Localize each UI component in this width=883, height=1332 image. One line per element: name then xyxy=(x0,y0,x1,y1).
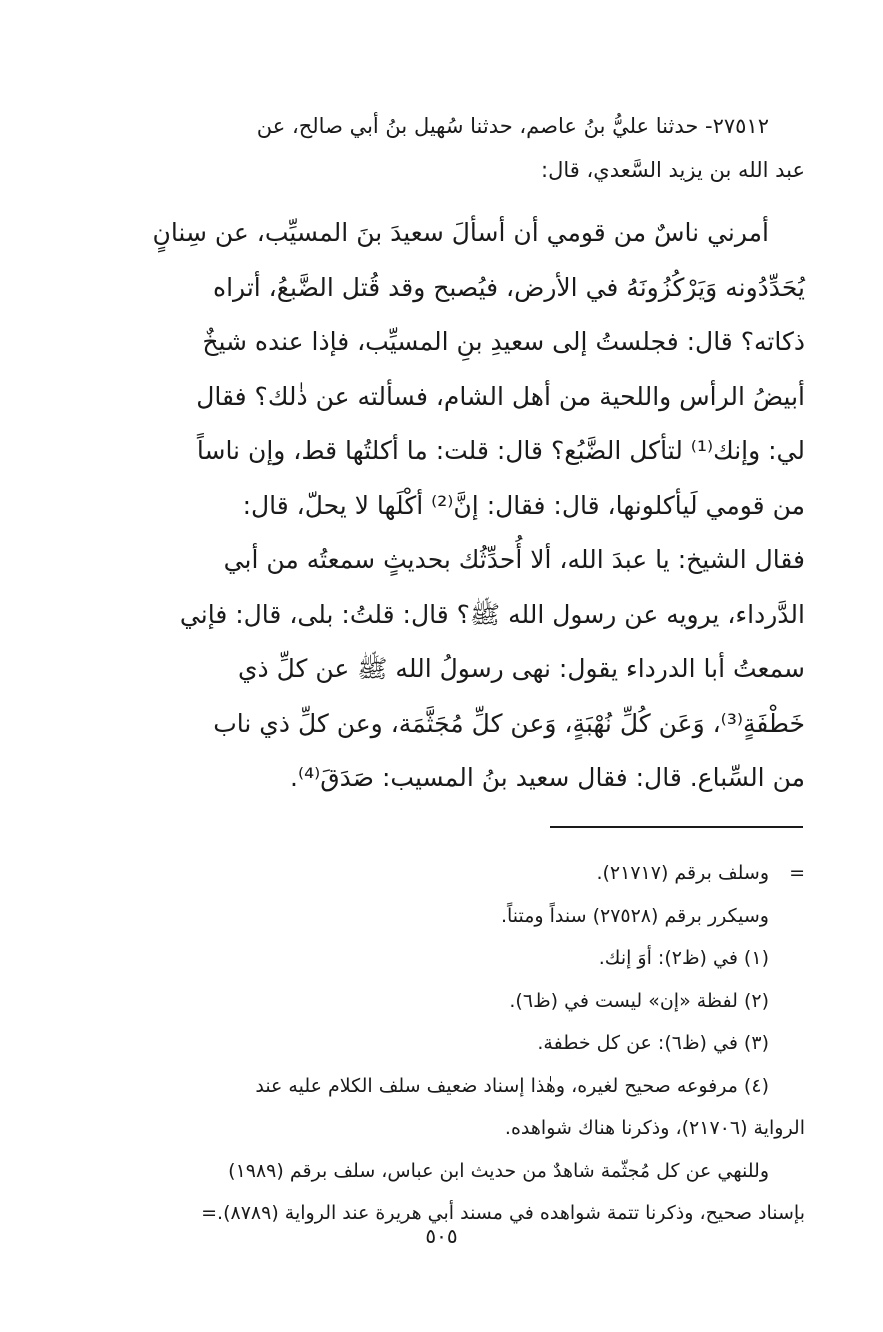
footnote-carryover-text: وسلف برقم (٢١٧١٧). xyxy=(596,862,769,884)
footnote-4-continuation: بإسناد صحيح، وذكرنا تتمة شواهده في مسند أبي هريرة عند الرواية (٨٧٨٩).= xyxy=(201,1202,805,1224)
footnote-4: (٤) مرفوعه صحيح لغيره، وهٰذا إسناد ضعيف سلف الكلام عليه عند xyxy=(255,1074,769,1097)
hadith-matn xyxy=(105,206,805,806)
isnad-line: عبد الله بن يزيد السَّعدي، قال: xyxy=(541,158,805,182)
matn-line: ذكاته؟ قال: فجلستُ إلى سعيدِ بنِ المسيِّب، فإذا عنده شيخٌ xyxy=(202,327,805,356)
matn-line: خَطْفَةٍ⁽³⁾، وَعَن كُلِّ نُهْبَةٍ، وَعن كلِّ مُجَثَّمَة، وعن كلِّ ذي ناب xyxy=(213,708,805,738)
footnote-carryover-line xyxy=(105,852,805,895)
matn-line: سمعتُ أبا الدرداء يقول: نهى رسولُ الله ﷺ عن كلِّ ذي xyxy=(237,654,805,683)
continuation-mark: = xyxy=(789,862,805,884)
matn-line: من السِّباع. قال: فقال سعيد بنُ المسيب: صَدَقَ⁽⁴⁾. xyxy=(290,763,805,792)
page-number: ٥٠٥ xyxy=(425,1224,458,1248)
footnotes-section xyxy=(105,852,805,1235)
isnad-line: ٢٧٥١٢- حدثنا عليُّ بنُ عاصم، حدثنا سُهيل بنُ أبي صالح، عن xyxy=(256,114,769,138)
footnote-1: (١) في (ظ٢): أوَ إنك. xyxy=(598,947,769,969)
matn-line: الدَّرداء، يرويه عن رسول الله ﷺ؟ قال: قلتُ: بلى، قال: فإني xyxy=(179,599,805,629)
matn-line: فقال الشيخ: يا عبدَ الله، ألا أُحدِّثُك بحديثٍ سمعتُه من أبي xyxy=(223,545,805,574)
hadith-isnad xyxy=(105,104,805,192)
footnote-2: (٢) لفظة «إن» ليست في (ظ٦). xyxy=(509,989,769,1012)
footnote-carryover-line: وسيكرر برقم (٢٧٥٢٨) سنداً ومتناً. xyxy=(500,904,769,927)
footnote-4-continuation: الرواية (٢١٧٠٦)، وذكرنا هناك شواهده. xyxy=(504,1117,805,1139)
matn-line: من قومي لَيأكلونها، قال: فقال: إنَّ⁽²⁾ أكْلَها لا يحلّ، قال: xyxy=(242,490,805,520)
matn-line: أمرني ناسٌ من قومي أن أسألَ سعيدَ بنَ المسيِّب، عن سِنانٍ xyxy=(152,218,769,247)
footnote-3: (٣) في (ظ٦): عن كل خطفة. xyxy=(537,1032,769,1054)
matn-line: لي: وإنك⁽¹⁾ لتأكل الضَّبُع؟ قال: قلت: ما أكلتُها قط، وإن ناساً xyxy=(196,436,805,465)
footnote-divider xyxy=(550,826,803,828)
matn-line: يُحَدِّدُونه وَيَرْكُزُونَهُ في الأرض، فيُصبح وقد قُتل الضَّبعُ، أتراه xyxy=(212,272,805,302)
footnote-4-continuation: وللنهي عن كل مُجثّمة شاهدٌ من حديث ابن عباس، سلف برقم (١٩٨٩) xyxy=(228,1159,769,1182)
matn-line: أبيضُ الرأس واللحية من أهل الشام، فسألته عن ذٰلك؟ فقال xyxy=(196,381,805,411)
